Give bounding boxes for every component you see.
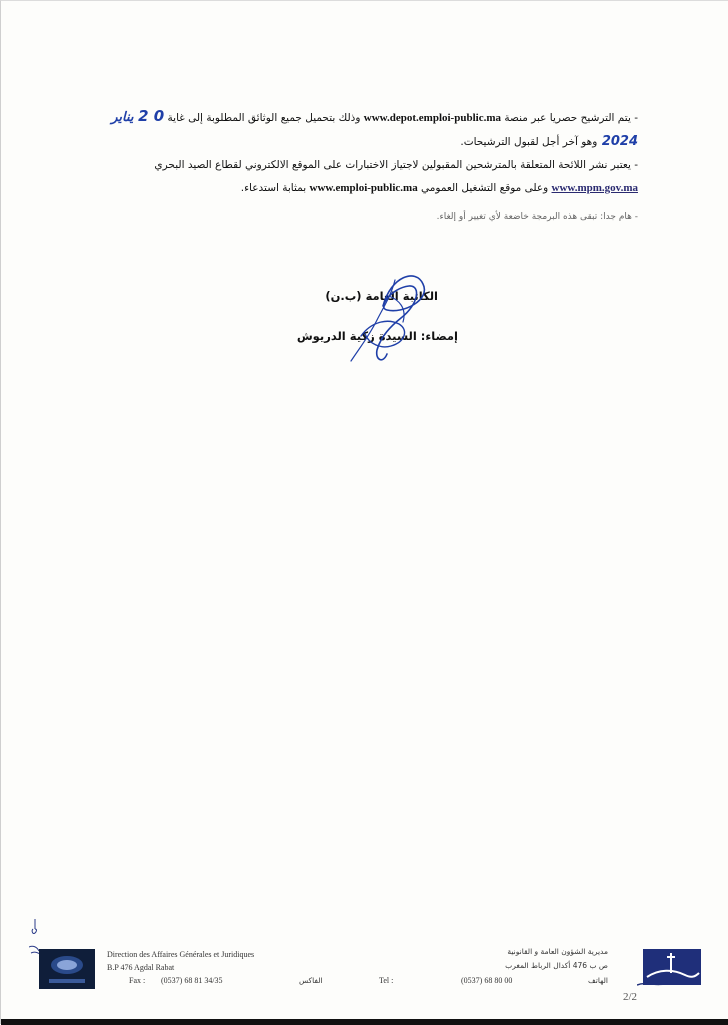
signature-title: الكاتبة العامة (ب.ن) [325, 289, 438, 303]
paragraph-application-deadline [93, 105, 638, 154]
footer-fax-ar: الفاكس [299, 976, 323, 985]
mpm-url-link[interactable]: www.mpm.gov.ma [551, 182, 638, 194]
date-month: يناير [111, 110, 134, 125]
footer-directorate-ar: مديرية الشؤون العامة و القانونية [507, 947, 608, 956]
p1-mid: وذلك بتحميل جميع الوثائق المطلوبة إلى غاية [167, 112, 361, 124]
footer-fax-number: (0537) 68 81 34/35 [161, 976, 223, 985]
paragraph-important-note: - هام جدا: تبقى هذه البرمجة خاضعة لأي تغيير أو إلغاء. [436, 212, 638, 222]
footer-tel-ar: الهاتف [588, 976, 608, 985]
footer-address-ar: ص ب 476 أكدال الرباط المغرب [505, 961, 608, 970]
paragraph-candidate-list [93, 154, 638, 200]
depot-url: www.depot.emploi-public.ma [363, 112, 501, 124]
footer-directorate-fr: Direction des Affaires Générales et Juridiques [107, 950, 255, 959]
handwritten-signature [291, 266, 471, 376]
ministry-emblem-icon [39, 949, 95, 989]
p2-mid: وعلى موقع التشغيل العمومي [421, 182, 549, 194]
footer-tel-number: (0537) 68 80 00 [461, 976, 513, 985]
footer-fax-label: Fax : [129, 976, 146, 985]
page-number: 2/2 [623, 991, 638, 1003]
p1-suffix: وهو آخر أجل لقبول الترشيحات. [460, 136, 598, 148]
emploi-public-url: www.emploi-public.ma [309, 182, 418, 194]
footer-tel-label: Tel : [379, 976, 394, 985]
signature-name: إمضاء: السيدة زكية الدريوش [296, 329, 458, 343]
p2-suffix: بمثابة استدعاء. [240, 182, 307, 194]
scan-bottom-edge [1, 1019, 728, 1025]
p2-prefix: - يعتبر نشر اللائحة المتعلقة بالمترشحين المقبولين لاجتياز الاختبارات على الموقع الالكتروني لقطاع الصيد البحري [154, 159, 638, 171]
date-day: 0 2 [138, 107, 165, 125]
date-year: 2024 [601, 134, 638, 149]
fisheries-logo-icon [637, 947, 707, 989]
p1-prefix: - يتم الترشيح حصريا عبر منصة [504, 112, 638, 124]
footer-address-fr: B.P 476 Agdal Rabat [107, 963, 175, 972]
